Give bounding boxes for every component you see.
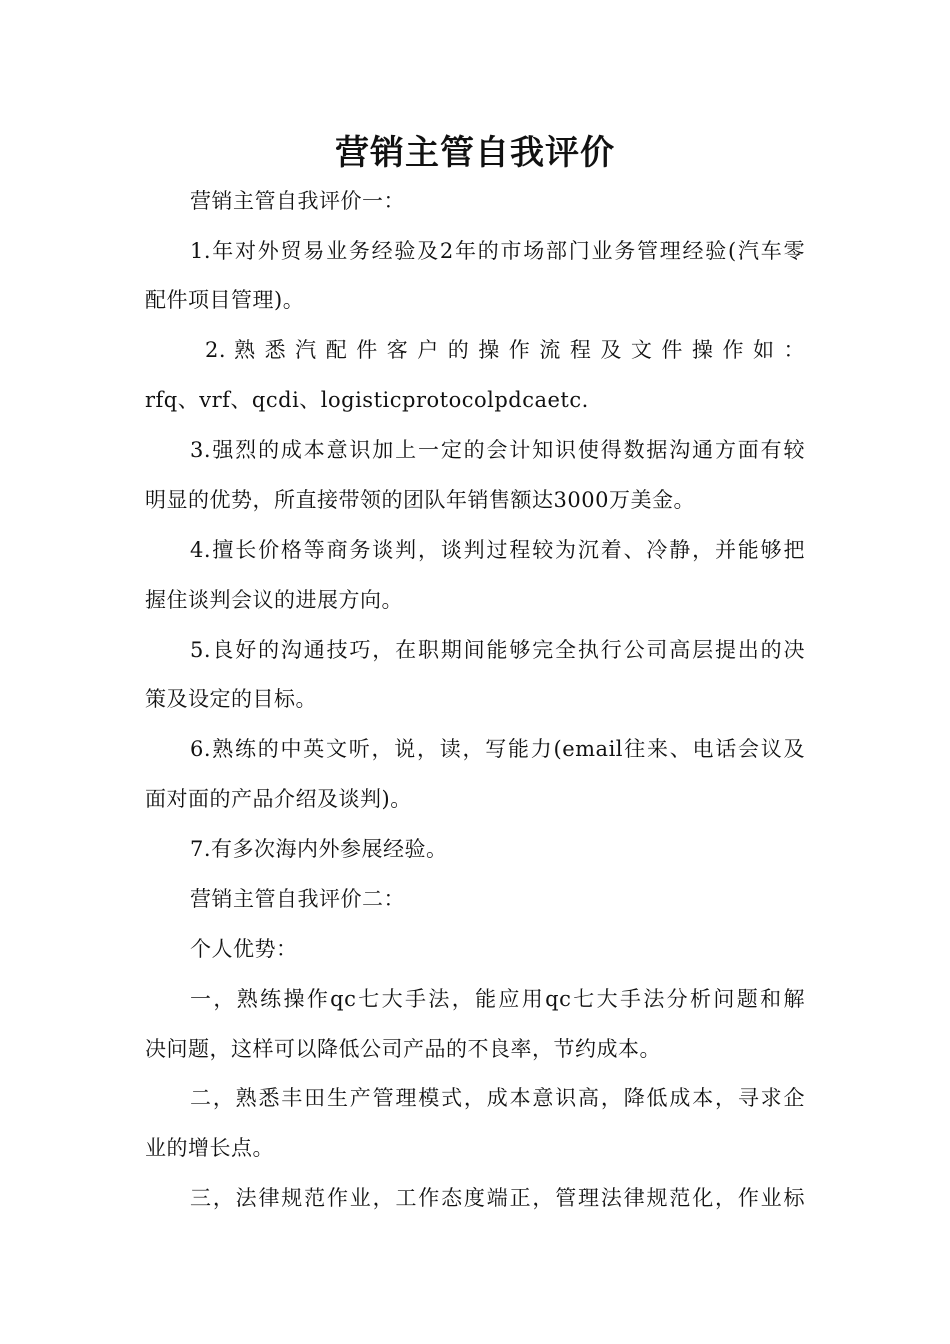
paragraph-line: 一，熟练操作qc七大手法，能应用qc七大手法分析问题和解: [190, 987, 805, 1011]
paragraph-line: 1.年对外贸易业务经验及2年的市场部门业务管理经验(汽车零: [190, 239, 805, 263]
section-heading: 营销主管自我评价一：: [190, 189, 405, 213]
document-title: 营销主管自我评价: [335, 133, 615, 173]
paragraph-line: 7.有多次海内外参展经验。: [190, 837, 448, 861]
paragraph-line: 4.擅长价格等商务谈判，谈判过程较为沉着、冷静，并能够把: [190, 538, 805, 562]
paragraph-line: rfq、vrf、qcdi、logisticprotocolpdcaetc.: [145, 388, 589, 412]
paragraph-line: 3.强烈的成本意识加上一定的会计知识使得数据沟通方面有较: [190, 438, 805, 462]
paragraph-line: 三，法律规范作业，工作态度端正，管理法律规范化，作业标: [190, 1186, 805, 1210]
paragraph-line: 握住谈判会议的进展方向。: [145, 588, 403, 612]
paragraph-line: 2. 熟 悉 汽 配 件 客 户 的 操 作 流 程 及 文 件 操 作 如 ：: [205, 338, 805, 362]
subheading: 个人优势：: [190, 937, 298, 961]
paragraph-line: 明显的优势，所直接带领的团队年销售额达3000万美金。: [145, 488, 695, 512]
paragraph-line: 6.熟练的中英文听，说，读，写能力(email往来、电话会议及: [190, 737, 805, 761]
paragraph-line: 5.良好的沟通技巧，在职期间能够完全执行公司高层提出的决: [190, 638, 805, 662]
paragraph-line: 策及设定的目标。: [145, 687, 317, 711]
paragraph-line: 业的增长点。: [145, 1136, 274, 1160]
paragraph-line: 面对面的产品介绍及谈判)。: [145, 787, 412, 811]
paragraph-line: 决问题，这样可以降低公司产品的不良率，节约成本。: [145, 1037, 661, 1061]
paragraph-line: 配件项目管理)。: [145, 288, 305, 312]
section-heading: 营销主管自我评价二：: [190, 887, 405, 911]
paragraph-line: 二，熟悉丰田生产管理模式，成本意识高，降低成本，寻求企: [190, 1086, 805, 1110]
